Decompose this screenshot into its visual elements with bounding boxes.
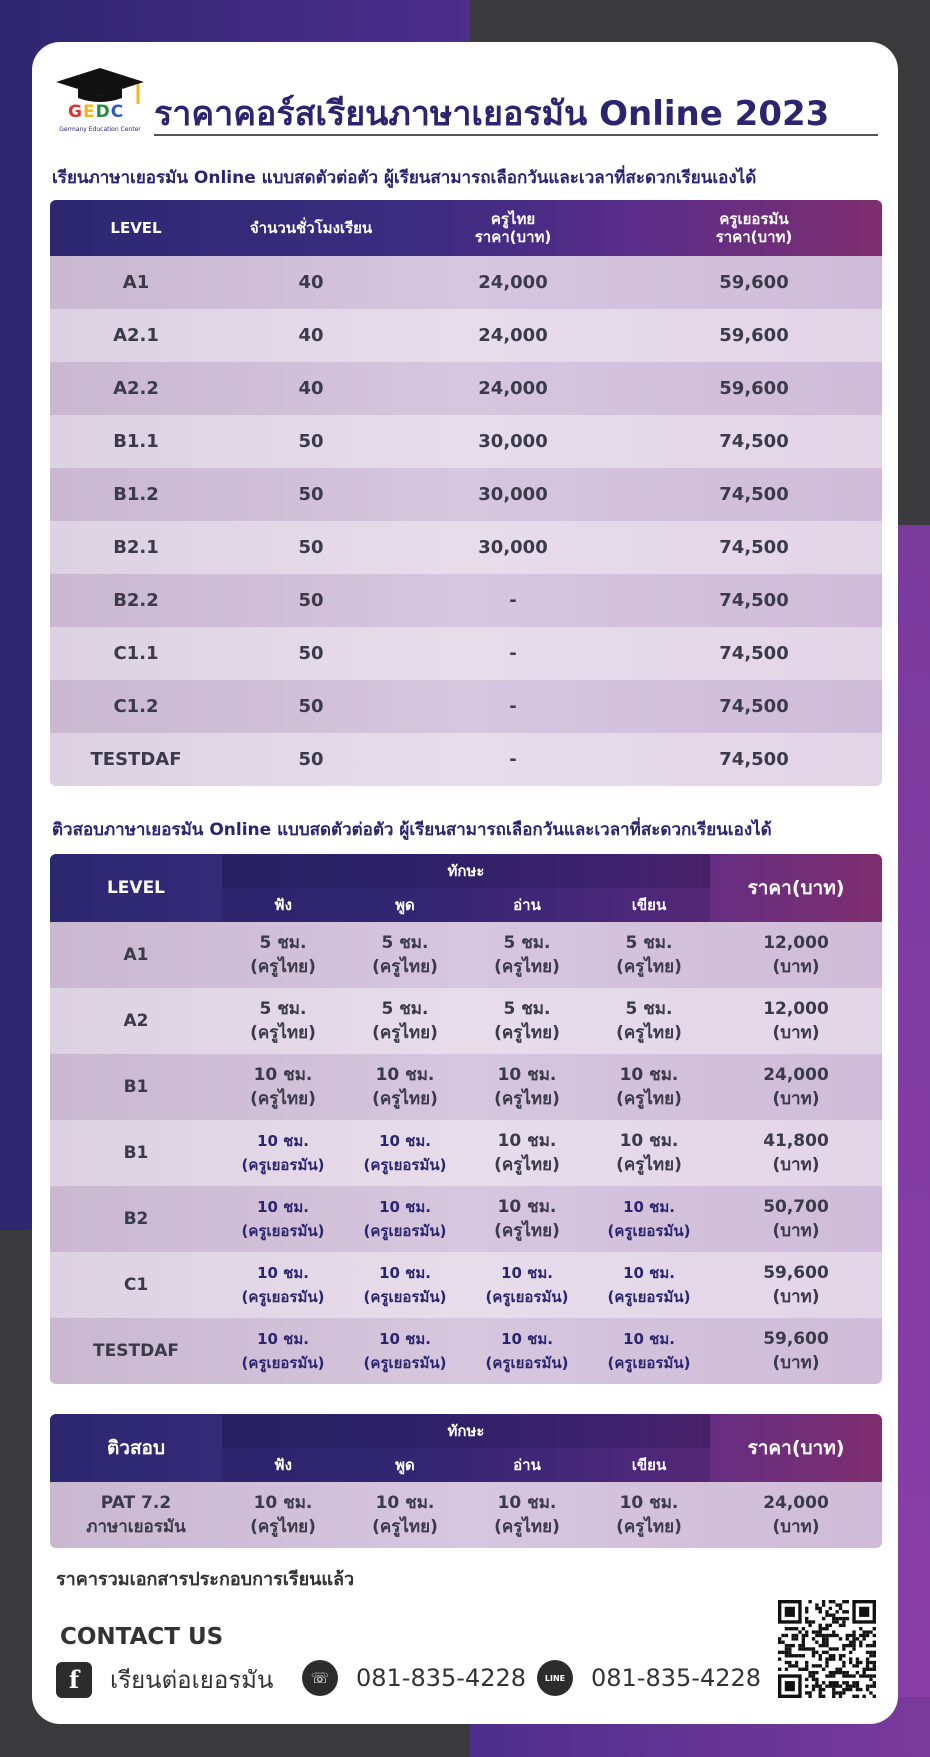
header-skill-listening: ฟัง [222,1448,344,1482]
german-price-cell: 74,500 [719,537,789,558]
writing-cell: 10 ชม. (ครูไทย) [616,1065,682,1109]
german-price-cell: 74,500 [719,484,789,505]
hours-cell: 40 [298,272,324,293]
header-exam: ติวสอบ [106,1437,166,1459]
thai-price-cell: - [509,643,517,664]
speaking-cell: 10 ชม. (ครูเยอรมัน) [363,1264,447,1306]
hours-cell: 50 [298,643,324,664]
table-row [50,309,882,362]
table-row [50,1120,882,1186]
german-price-cell: 74,500 [719,696,789,717]
thai-price-cell: - [509,696,517,717]
thai-price-cell: 24,000 [478,378,548,399]
writing-cell: 10 ชม. (ครูเยอรมัน) [607,1264,691,1306]
price-cell: 24,000 (บาท) [763,1493,829,1537]
price-cell: 12,000 (บาท) [763,999,829,1043]
level-cell: B2.2 [113,590,159,611]
level-cell: A1 [122,272,150,293]
thai-price-cell: 30,000 [478,431,548,452]
table-row [50,1482,882,1548]
listening-cell: 10 ชม. (ครูเยอรมัน) [241,1264,325,1306]
facebook-name: เรียนต่อเยอรมัน [110,1666,274,1694]
line-icon: LINE [537,1660,573,1696]
table-row [50,733,882,786]
header-skill-speaking: พูด [344,888,466,922]
reading-cell: 10 ชม. (ครูไทย) [494,1065,560,1109]
thai-price-cell: 24,000 [478,272,548,293]
contact-phone[interactable] [302,1660,526,1696]
header-skill-listening: ฟัง [222,888,344,922]
price-cell: 41,800 (บาท) [763,1131,829,1175]
header-level: LEVEL [110,219,162,237]
reading-cell: 10 ชม. (ครูเยอรมัน) [485,1264,569,1306]
header-german-teacher-price: ครูเยอรมัน ราคา(บาท) [715,210,793,246]
listening-cell: 10 ชม. (ครูไทย) [250,1493,316,1537]
speaking-cell: 10 ชม. (ครูเยอรมัน) [363,1132,447,1174]
hours-cell: 40 [298,325,324,346]
header-skills: ทักษะ [222,854,710,888]
hours-cell: 50 [298,749,324,770]
speaking-cell: 10 ชม. (ครูเยอรมัน) [363,1198,447,1240]
reading-cell: 10 ชม. (ครูเยอรมัน) [485,1330,569,1372]
level-cell: A2 [123,1011,149,1031]
thai-price-cell: - [509,749,517,770]
table-row [50,468,882,521]
thai-price-cell: 24,000 [478,325,548,346]
thai-price-cell: 30,000 [478,537,548,558]
course-table-body [50,256,882,786]
listening-cell: 10 ชม. (ครูเยอรมัน) [241,1198,325,1240]
gedc-logo [54,66,146,144]
header-hours: จำนวนชั่วโมงเรียน [249,219,373,237]
table-row [50,1186,882,1252]
logo-subtitle: Germany Education Center [59,126,141,133]
hours-cell: 50 [298,431,324,452]
listening-cell: 5 ชม. (ครูไทย) [250,999,316,1043]
german-price-cell: 74,500 [719,431,789,452]
price-cell: 59,600 (บาท) [763,1263,829,1307]
pat-exam-table [50,1414,882,1548]
listening-cell: 10 ชม. (ครูเยอรมัน) [241,1330,325,1372]
note-text: ราคารวมเอกสารประกอบการเรียนแล้ว [56,1569,355,1590]
speaking-cell: 5 ชม. (ครูไทย) [372,999,438,1043]
hours-cell: 50 [298,696,324,717]
phone-icon: ☏ [302,1660,338,1696]
level-cell: B1.1 [113,431,159,452]
header-price: ราคา(บาท) [747,877,845,899]
exam-prep-table [50,854,882,1384]
price-cell: 12,000 (บาท) [763,933,829,977]
german-price-cell: 59,600 [719,325,789,346]
pat-table-body [50,1482,882,1548]
hours-cell: 50 [298,537,324,558]
table-row [50,988,882,1054]
header-skill-writing: เขียน [588,888,710,922]
german-price-cell: 59,600 [719,378,789,399]
price-card [32,42,898,1724]
phone-number: 081-835-4228 [356,1664,527,1692]
table-row [50,1318,882,1384]
speaking-cell: 10 ชม. (ครูเยอรมัน) [363,1330,447,1372]
page-title: ราคาคอร์สเรียนภาษาเยอรมัน Online 2023 [154,94,830,134]
graduation-cap-icon [54,66,146,106]
reading-cell: 10 ชม. (ครูไทย) [494,1131,560,1175]
level-cell: B2.1 [113,537,159,558]
listening-cell: 5 ชม. (ครูไทย) [250,933,316,977]
header-skill-speaking: พูด [344,1448,466,1482]
header-skill-reading: อ่าน [466,888,588,922]
german-price-cell: 74,500 [719,643,789,664]
header-skill-reading: อ่าน [466,1448,588,1482]
level-cell: A2.1 [113,325,159,346]
listening-cell: 10 ชม. (ครูไทย) [250,1065,316,1109]
header-price: ราคา(บาท) [747,1437,845,1459]
thai-price-cell: - [509,590,517,611]
level-cell: C1 [123,1275,149,1295]
hours-cell: 50 [298,484,324,505]
writing-cell: 10 ชม. (ครูไทย) [616,1131,682,1175]
course-table-header [50,200,882,256]
section2-subtitle: ติวสอบภาษาเยอรมัน Online แบบสดตัวต่อตัว ผู้เรียนสามารถเลือกวันและเวลาที่สะดวกเรียนเองได้ [52,820,772,840]
course-price-table [50,200,882,786]
contact-title: CONTACT US [60,1624,224,1650]
level-cell: A2.2 [113,378,159,399]
table-row [50,521,882,574]
writing-cell: 10 ชม. (ครูเยอรมัน) [607,1330,691,1372]
level-cell: C1.2 [113,696,159,717]
header-thai-teacher-price: ครูไทย ราคา(บาท) [474,210,552,246]
contact-facebook[interactable] [56,1660,273,1699]
logo-letters: GEDC [68,102,125,122]
speaking-cell: 5 ชม. (ครูไทย) [372,933,438,977]
exam-table-header [50,854,882,922]
header-level: LEVEL [106,878,166,898]
writing-cell: 10 ชม. (ครูไทย) [616,1493,682,1537]
german-price-cell: 59,600 [719,272,789,293]
hours-cell: 50 [298,590,324,611]
level-cell: B1 [123,1077,149,1097]
thai-price-cell: 30,000 [478,484,548,505]
hours-cell: 40 [298,378,324,399]
level-cell: B1.2 [113,484,159,505]
level-cell: TESTDAF [93,1341,179,1361]
table-row [50,362,882,415]
contact-line[interactable] [537,1660,761,1696]
german-price-cell: 74,500 [719,749,789,770]
price-cell: 24,000 (บาท) [763,1065,829,1109]
table-row [50,415,882,468]
table-row [50,680,882,733]
price-cell: 59,600 (บาท) [763,1329,829,1373]
level-cell: B1 [123,1143,149,1163]
writing-cell: 5 ชม. (ครูไทย) [616,933,682,977]
table-row [50,922,882,988]
title-divider [154,134,878,136]
header-skills: ทักษะ [222,1414,710,1448]
speaking-cell: 10 ชม. (ครูไทย) [372,1065,438,1109]
reading-cell: 5 ชม. (ครูไทย) [494,933,560,977]
section1-subtitle: เรียนภาษาเยอรมัน Online แบบสดตัวต่อตัว ผู้เรียนสามารถเลือกวันและเวลาที่สะดวกเรียนเองได้ [52,168,757,188]
exam-table-body [50,922,882,1384]
level-cell: B2 [123,1209,149,1229]
german-price-cell: 74,500 [719,590,789,611]
level-cell: PAT 7.2 ภาษาเยอรมัน [86,1493,186,1537]
reading-cell: 5 ชม. (ครูไทย) [494,999,560,1043]
table-row [50,627,882,680]
line-id: 081-835-4228 [591,1664,762,1692]
qr-code-icon[interactable] [778,1600,876,1698]
speaking-cell: 10 ชม. (ครูไทย) [372,1493,438,1537]
table-row [50,1054,882,1120]
level-cell: C1.1 [113,643,159,664]
level-cell: A1 [123,945,149,965]
writing-cell: 5 ชม. (ครูไทย) [616,999,682,1043]
listening-cell: 10 ชม. (ครูเยอรมัน) [241,1132,325,1174]
reading-cell: 10 ชม. (ครูไทย) [494,1493,560,1537]
reading-cell: 10 ชม. (ครูไทย) [494,1197,560,1241]
level-cell: TESTDAF [90,749,182,770]
facebook-icon: f [56,1662,92,1698]
pat-table-header [50,1414,882,1482]
writing-cell: 10 ชม. (ครูเยอรมัน) [607,1198,691,1240]
table-row [50,1252,882,1318]
table-row [50,574,882,627]
price-cell: 50,700 (บาท) [763,1197,829,1241]
header-skill-writing: เขียน [588,1448,710,1482]
table-row [50,256,882,309]
